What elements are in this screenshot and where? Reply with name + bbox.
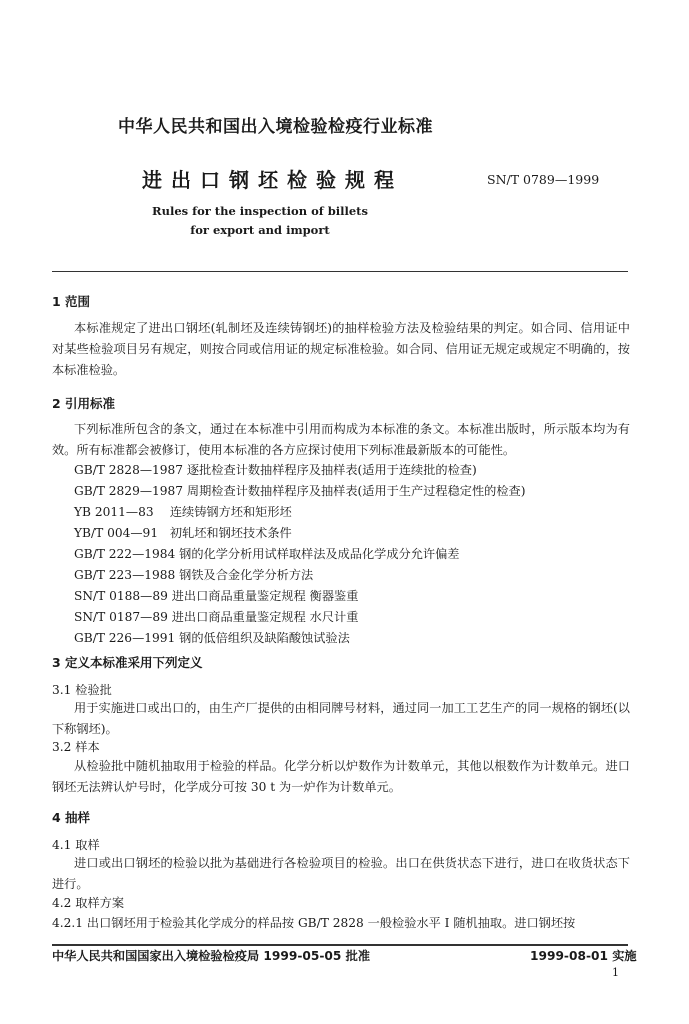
reference-item (74, 629, 350, 646)
header-divider (52, 271, 628, 272)
reference-code: GB/T 222—1984 (74, 547, 176, 561)
reference-item (74, 461, 477, 478)
footer-divider (52, 944, 628, 946)
reference-title: 周期检查计数抽样程序及抽样表(适用于生产过程稳定性的检查) (186, 484, 526, 498)
industry-standard-heading: 中华人民共和国出入境检验检疫行业标准 (118, 117, 433, 137)
reference-title: 连续铸钢方坯和矩形坯 (169, 505, 292, 519)
document-title-en-line1: Rules for the inspection of billets (152, 204, 368, 218)
reference-code: GB/T 223—1988 (74, 568, 176, 582)
section-1-heading: 1 范围 (52, 294, 91, 309)
reference-item (74, 503, 292, 520)
reference-item (74, 545, 459, 562)
page-number: 1 (612, 966, 619, 979)
section-3-2-paragraph: 从检验批中随机抽取用于检验的样品。化学分析以炉数作为计数单元，其他以根数作为计数单元。进口钢坯无法辨认炉号时，化学成分可按 30 t 为一炉作为计数单元。 (52, 759, 630, 794)
standard-number: SN/T 0789—1999 (487, 172, 600, 187)
section-3-1-paragraph: 用于实施进口或出口的，由生产厂提供的由相同牌号材料，通过同一加工工艺生产的同一规格的钢坯(以下称钢坯)。 (52, 701, 630, 736)
section-2-heading: 2 引用标准 (52, 396, 116, 411)
section-4-1-paragraph: 进口或出口钢坯的检验以批为基础进行各检验项目的检验。出口在供货状态下进行，进口在收货状态下进行。 (52, 856, 630, 891)
reference-title: 逐批检查计数抽样程序及抽样表(适用于连续批的检查) (186, 463, 477, 477)
document-title-cn: 进出口钢坯检验规程 (142, 168, 403, 192)
section-3-2-heading: 3.2 样本 (52, 740, 100, 754)
section-2-paragraph: 下列标准所包含的条文，通过在本标准中引用而构成为本标准的条文。本标准出版时，所示版本均为有效。所有标准都会被修订，使用本标准的各方应探讨使用下列标准最新版本的可能性。 (52, 422, 630, 457)
reference-title: 钢的低倍组织及缺陷酸蚀试验法 (179, 631, 350, 645)
reference-code: GB/T 2829—1987 (74, 484, 184, 498)
reference-code: YB/T 004—91 (74, 526, 159, 540)
reference-code: GB/T 2828—1987 (74, 463, 184, 477)
reference-code: SN/T 0187—89 (74, 610, 168, 624)
reference-title: 进出口商品重量鉴定规程 水尺计重 (171, 610, 359, 624)
reference-item (74, 566, 313, 583)
section-3-heading: 3 定义本标准采用下列定义 (52, 655, 203, 670)
section-4-2-heading: 4.2 取样方案 (52, 896, 125, 910)
section-4-1-heading: 4.1 取样 (52, 838, 100, 852)
document-title-en-line2: for export and import (190, 223, 330, 237)
section-1-paragraph: 本标准规定了进出口钢坯(轧制坯及连续铸钢坯)的抽样检验方法及检验结果的判定。如合同、信用证中对某些检验项目另有规定，则按合同或信用证的规定标准检验。如合同、信用证无规定或规定不明确的，按本标准检验。 (52, 321, 630, 377)
reference-code: YB 2011—83 (74, 505, 154, 519)
section-3-1-heading: 3.1 检验批 (52, 683, 112, 697)
reference-code: GB/T 226—1991 (74, 631, 176, 645)
section-4-heading: 4 抽样 (52, 810, 91, 825)
reference-item (74, 524, 292, 541)
reference-title: 初轧坯和钢坯技术条件 (169, 526, 292, 540)
reference-item (74, 482, 525, 499)
effective-date: 1999-08-01 实施 (530, 949, 637, 963)
reference-title: 钢的化学分析用试样取样法及成品化学成分允许偏差 (179, 547, 460, 561)
section-4-2-1-line: 4.2.1 出口钢坯用于检验其化学成分的样品按 GB/T 2828 一般检验水平 I 随机抽取。进口钢坯按 (52, 916, 576, 930)
reference-title: 钢铁及合金化学分析方法 (179, 568, 314, 582)
reference-code: SN/T 0188—89 (74, 589, 168, 603)
reference-item (74, 608, 358, 625)
reference-title: 进出口商品重量鉴定规程 衡器鉴重 (171, 589, 359, 603)
reference-item (74, 587, 358, 604)
approval-issuer: 中华人民共和国国家出入境检验检疫局 1999-05-05 批准 (52, 949, 371, 963)
